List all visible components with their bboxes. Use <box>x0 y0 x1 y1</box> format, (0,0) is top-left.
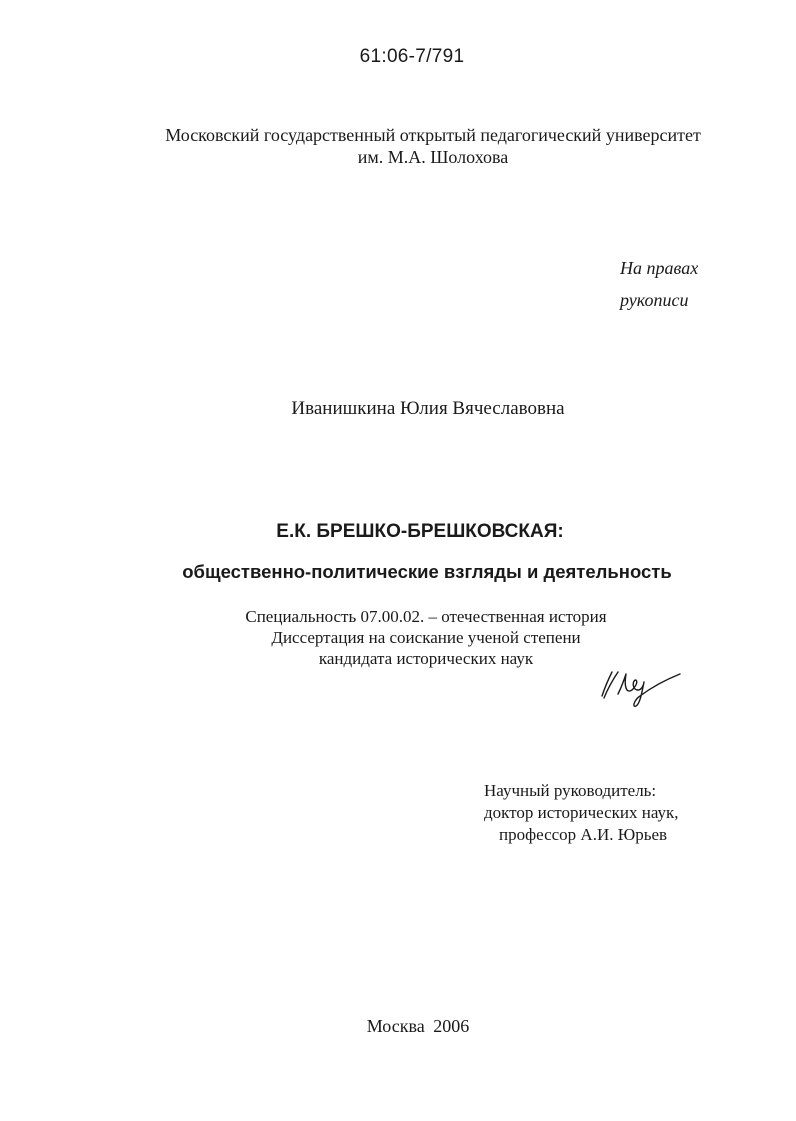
shelfmark: 61:06-7/791 <box>359 46 465 67</box>
university-line-1: Московский государственный открытый педагогический университет <box>165 125 701 145</box>
city-year: Москва 2006 <box>366 1016 470 1036</box>
rights-line-2: рукописи <box>620 290 689 310</box>
author-name: Иванишкина Юлия Вячеславовна <box>291 398 565 419</box>
specialty-line: Специальность 07.00.02. – отечественная история <box>245 607 607 626</box>
university-name <box>0 124 796 168</box>
manuscript-rights-note <box>620 252 698 316</box>
dissertation-subtitle: общественно-политические взгляды и деятельность <box>182 561 672 582</box>
degree-info <box>0 606 796 669</box>
degree-line: Диссертация на соискание ученой степени <box>271 628 581 647</box>
scientific-advisor <box>484 780 679 846</box>
advisor-label: Научный руководитель: <box>484 781 657 800</box>
advisor-degree: доктор исторических наук, <box>484 803 679 822</box>
handwritten-signature <box>596 664 682 710</box>
degree-candidate-line: кандидата исторических наук <box>318 649 534 668</box>
rights-line-1: На правах <box>620 258 699 278</box>
university-line-2: им. М.А. Шолохова <box>357 147 509 167</box>
advisor-name: профессор А.И. Юрьев <box>499 825 668 844</box>
dissertation-title: Е.К. БРЕШКО-БРЕШКОВСКАЯ: <box>276 521 564 542</box>
